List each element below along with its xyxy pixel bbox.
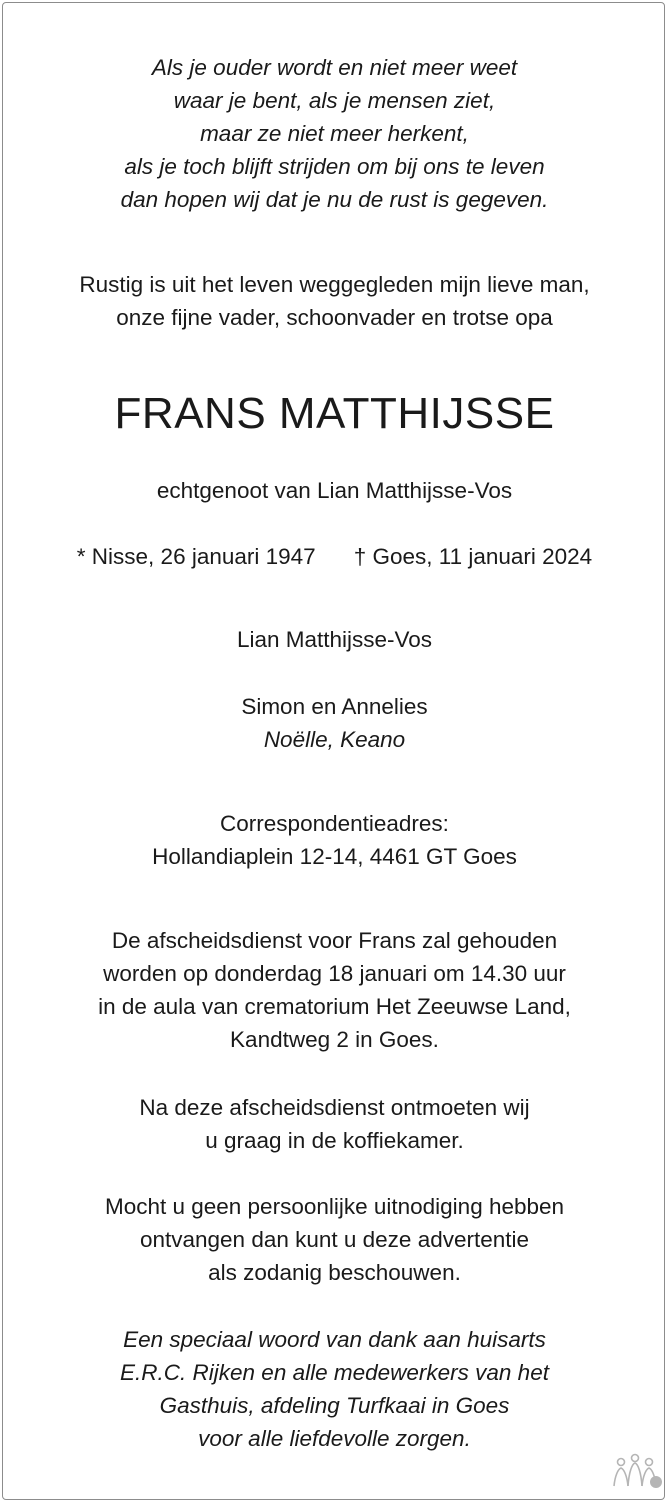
family-figures-icon	[607, 1452, 663, 1492]
service-info	[0, 924, 669, 1056]
family-spouse-text: Lian Matthijsse-Vos	[236, 627, 433, 652]
death-date: † Goes, 11 januari 2024	[353, 544, 593, 569]
correspondence-address	[0, 807, 669, 873]
meeting-line: Na deze afscheidsdienst ontmoeten wij	[139, 1095, 530, 1120]
service-line: worden op donderdag 18 januari om 14.30 uur	[103, 961, 566, 986]
spouse-line	[0, 474, 669, 507]
invitation-note	[0, 1190, 669, 1289]
family-spouse	[0, 623, 669, 656]
life-dates	[0, 540, 669, 573]
poem-line: dan hopen wij dat je nu de rust is gegeven.	[120, 187, 549, 212]
intro-line: Rustig is uit het leven weggegleden mijn lieve man,	[79, 272, 590, 297]
service-line: in de aula van crematorium Het Zeeuwse Land,	[98, 994, 571, 1019]
thanks-line: voor alle liefdevolle zorgen.	[198, 1426, 471, 1451]
grandchildren-names: Noëlle, Keano	[263, 727, 406, 752]
intro-line: onze fijne vader, schoonvader en trotse opa	[116, 305, 553, 330]
thanks-line: Gasthuis, afdeling Turfkaai in Goes	[159, 1393, 510, 1418]
invitation-line: ontvangen dan kunt u deze advertentie	[139, 1227, 530, 1252]
service-line: Kandtweg 2 in Goes.	[230, 1027, 439, 1052]
poem-line: Als je ouder wordt en niet meer weet	[151, 55, 518, 80]
correspondence-label: Correspondentieadres:	[220, 811, 449, 836]
correspondence-address-text: Hollandiaplein 12-14, 4461 GT Goes	[152, 844, 517, 869]
meeting-line: u graag in de koffiekamer.	[205, 1128, 464, 1153]
intro-text	[0, 268, 669, 334]
poem-line: maar ze niet meer herkent,	[200, 121, 469, 146]
meeting-info	[0, 1091, 669, 1157]
spouse-line-text: echtgenoot van Lian Matthijsse-Vos	[156, 478, 513, 503]
service-line: De afscheidsdienst voor Frans zal gehouden	[111, 928, 558, 953]
birth-date: * Nisse, 26 januari 1947	[76, 544, 316, 569]
family-children	[0, 690, 669, 756]
thanks-line: E.R.C. Rijken en alle medewerkers van het	[120, 1360, 549, 1385]
thanks-text	[0, 1323, 669, 1455]
invitation-line: Mocht u geen persoonlijke uitnodiging hebben	[104, 1194, 565, 1219]
poem-line: als je toch blijft strijden om bij ons te leven	[124, 154, 545, 179]
invitation-line: als zodanig beschouwen.	[208, 1260, 461, 1285]
poem	[0, 51, 669, 216]
poem-line: waar je bent, als je mensen ziet,	[173, 88, 496, 113]
thanks-line: Een speciaal woord van dank aan huisarts	[123, 1327, 546, 1352]
deceased-name: FRANS MATTHIJSSE	[114, 389, 555, 438]
children-names: Simon en Annelies	[241, 694, 428, 719]
